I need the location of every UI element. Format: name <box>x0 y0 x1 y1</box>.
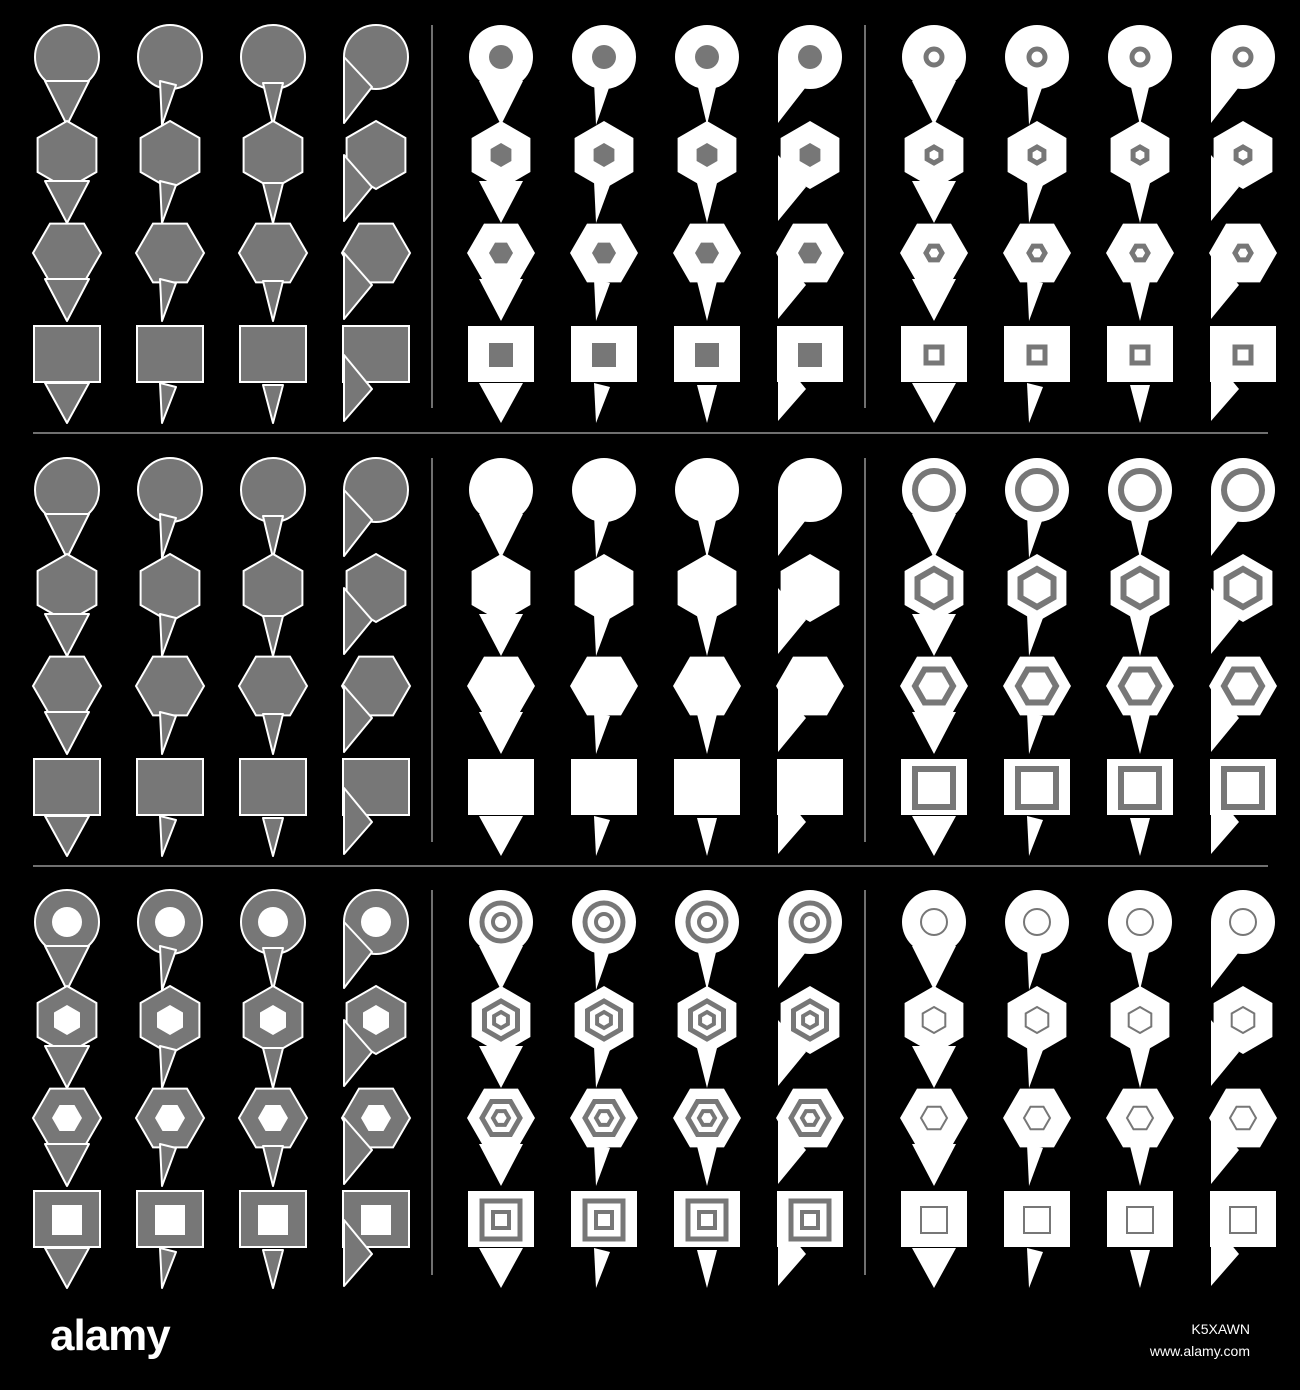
brand-logo: alamy <box>50 1311 170 1360</box>
pin-target-inner-ring <box>597 1012 611 1028</box>
pin-center-ring <box>1029 246 1045 260</box>
pin-head <box>35 458 99 522</box>
pin-center-ring <box>1132 49 1148 65</box>
pin-center-ring <box>921 1107 947 1130</box>
pin-target-inner-ring <box>802 1212 818 1228</box>
pin-target-inner-ring <box>493 914 509 930</box>
pin-center-ring <box>1235 347 1251 363</box>
pin-center-dot <box>695 45 719 69</box>
pin-target-inner-ring <box>494 1012 508 1028</box>
pin-center-ring <box>1127 1107 1153 1130</box>
pin-target-inner-ring <box>699 1111 715 1125</box>
pin-head <box>675 458 739 522</box>
pin-target-inner-ring <box>493 1111 509 1125</box>
pin-center-ring <box>1127 1207 1153 1233</box>
pin-center-ring <box>1121 471 1159 509</box>
pin-head <box>241 25 305 89</box>
pin-center-ring <box>1230 1107 1256 1130</box>
pin-head <box>241 458 305 522</box>
pin-center-dot <box>489 343 513 367</box>
pin-head <box>468 759 534 815</box>
pin-target-inner-ring <box>699 1212 715 1228</box>
pin-center-ring <box>921 909 947 935</box>
pin-center-ring <box>1029 347 1045 363</box>
pin-center-ring <box>1024 1107 1050 1130</box>
pin-center-ring <box>926 49 942 65</box>
pin-center-ring <box>923 1007 946 1033</box>
pin-head <box>240 759 306 815</box>
pin-target-inner-ring <box>596 1111 612 1125</box>
pin-center-dot <box>258 907 288 937</box>
pin-center-ring <box>918 569 951 607</box>
pin-center-ring <box>926 246 942 260</box>
pin-head <box>35 25 99 89</box>
pin-center-ring <box>915 769 953 807</box>
pin-center-ring <box>1224 769 1262 807</box>
pin-center-ring <box>1236 147 1250 163</box>
pin-center-ring <box>1235 49 1251 65</box>
pin-center-ring <box>1132 246 1148 260</box>
pin-head <box>469 458 533 522</box>
pin-target-inner-ring <box>596 914 612 930</box>
pin-center-ring <box>1227 569 1260 607</box>
pin-center-ring <box>1230 1207 1256 1233</box>
pin-center-dot <box>361 907 391 937</box>
pin-center-ring <box>1224 670 1262 703</box>
pin-center-ring <box>1026 1007 1049 1033</box>
pin-center-ring <box>1018 471 1056 509</box>
pin-head <box>137 759 203 815</box>
pin-center-ring <box>1121 769 1159 807</box>
pin-center-dot <box>695 343 719 367</box>
pin-center-dot <box>52 907 82 937</box>
pin-head <box>571 759 637 815</box>
pin-center-ring <box>915 471 953 509</box>
pin-head <box>137 326 203 382</box>
pin-center-ring <box>926 347 942 363</box>
site-url: www.alamy.com <box>1149 1343 1250 1359</box>
pin-center-ring <box>1127 909 1153 935</box>
pin-target-inner-ring <box>700 1012 714 1028</box>
pin-center-ring <box>1024 909 1050 935</box>
pin-head <box>34 326 100 382</box>
pin-center-dot <box>361 1205 391 1235</box>
pin-center-dot <box>258 1205 288 1235</box>
pin-head <box>138 458 202 522</box>
pin-target-inner-ring <box>699 914 715 930</box>
pin-center-dot <box>592 45 616 69</box>
pin-center-ring <box>1129 1007 1152 1033</box>
pin-center-ring <box>1235 246 1251 260</box>
pin-center-ring <box>1024 1207 1050 1233</box>
pin-center-ring <box>1121 670 1159 703</box>
pin-center-ring <box>915 670 953 703</box>
pin-target-inner-ring <box>596 1212 612 1228</box>
pin-target-inner-ring <box>493 1212 509 1228</box>
pin-center-ring <box>1124 569 1157 607</box>
pin-target-inner-ring <box>803 1012 817 1028</box>
pin-center-dot <box>155 1205 185 1235</box>
pin-center-dot <box>592 343 616 367</box>
pin-head <box>240 326 306 382</box>
pin-center-ring <box>1018 670 1056 703</box>
pin-center-ring <box>1224 471 1262 509</box>
image-id: K5XAWN <box>1191 1321 1250 1337</box>
pin-center-dot <box>489 45 513 69</box>
pin-center-ring <box>1018 769 1056 807</box>
pin-center-ring <box>1021 569 1054 607</box>
pin-head <box>572 458 636 522</box>
pin-target-inner-ring <box>802 1111 818 1125</box>
pin-head <box>34 759 100 815</box>
pin-center-ring <box>921 1207 947 1233</box>
pin-center-ring <box>1232 1007 1255 1033</box>
pin-center-ring <box>1230 909 1256 935</box>
pin-center-ring <box>1030 147 1044 163</box>
stock-footer <box>0 1300 1300 1390</box>
pin-center-dot <box>52 1205 82 1235</box>
pin-center-ring <box>1029 49 1045 65</box>
pin-center-ring <box>1133 147 1147 163</box>
pin-center-dot <box>798 45 822 69</box>
pin-target-inner-ring <box>802 914 818 930</box>
pin-center-dot <box>798 343 822 367</box>
pin-head <box>674 759 740 815</box>
pin-center-ring <box>927 147 941 163</box>
pin-center-ring <box>1132 347 1148 363</box>
pin-center-dot <box>155 907 185 937</box>
pin-head <box>138 25 202 89</box>
